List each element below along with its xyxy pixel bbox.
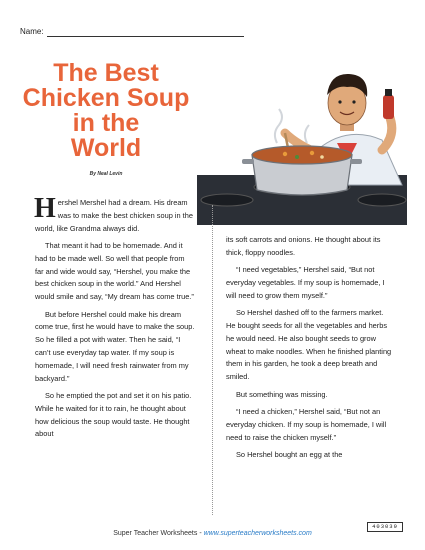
- byline: By Neal Levin: [89, 171, 123, 177]
- title-line: The Best: [53, 59, 159, 87]
- worksheet-code: 403039: [367, 522, 403, 532]
- story-paragraph: So Hershel bought an egg at the: [236, 449, 343, 459]
- title-line: World: [70, 134, 142, 162]
- footer-brand: Super Teacher Worksheets: [113, 530, 198, 537]
- name-label: Name:: [20, 27, 44, 36]
- story-paragraph: But something was missing.: [236, 389, 328, 399]
- dropcap: H: [34, 193, 56, 224]
- page-title: [22, 61, 190, 161]
- sauce-bottle: [383, 95, 394, 119]
- story-paragraph: Hershel Mershel had a dream. His dream was to make the best chicken soup in the world, like Grandma always did.: [34, 193, 193, 233]
- story-paragraph: “I need a chicken,” Hershel said, “But not an everyday chicken. If my soup is homemade, I will need to raise the chicken myself.”: [226, 406, 387, 442]
- story-paragraph: But before Hershel could make his dream come true, first he would have to make the soup. So he filled a pot with water. Then he said, “I can’t use everyday tap water. If my soup is homemade, I will need fresh rainwater from my backyard.”: [35, 309, 195, 383]
- footer-link[interactable]: www.superteacherworksheets.com: [203, 530, 312, 537]
- story-right-column: [226, 234, 392, 466]
- footer: [0, 530, 425, 537]
- story-paragraph: “I need vegetables,” Hershel said, “But not everyday vegetables. If my soup is homemade, I will need to grow them myself.”: [226, 265, 385, 300]
- soup: [252, 146, 352, 164]
- name-line[interactable]: [47, 36, 244, 37]
- story-paragraph: So Hershel dashed off to the farmers market. He bought seeds for all the vegetables and herbs he would need. He also bought seeds to grow wheat to make noodles. When he finished planting them in his garden, he took a deep breath and smiled.: [226, 308, 392, 382]
- story-paragraph: So he emptied the pot and set it on his patio. While he waited for it to rain, he thought about how delicious the soup would taste. He thought about: [35, 390, 192, 439]
- column-divider: [212, 205, 213, 515]
- chef-stirring-soup-pot-illustration: [197, 55, 407, 225]
- story-paragraph: That meant it had to be homemade. And it had to be made well. So well that people from far and wide would say, “Hershel, you make the best chicken soup in the world.” And Hershel would smile and say, “My dream has come true.”: [35, 240, 194, 302]
- title-line: Chicken Soup: [22, 84, 190, 112]
- footer-separator: -: [197, 530, 204, 537]
- story-paragraph: its soft carrots and onions. He thought about its thick, floppy noodles.: [226, 235, 381, 257]
- title-line: in the: [72, 109, 140, 137]
- story-left-column: [34, 193, 195, 446]
